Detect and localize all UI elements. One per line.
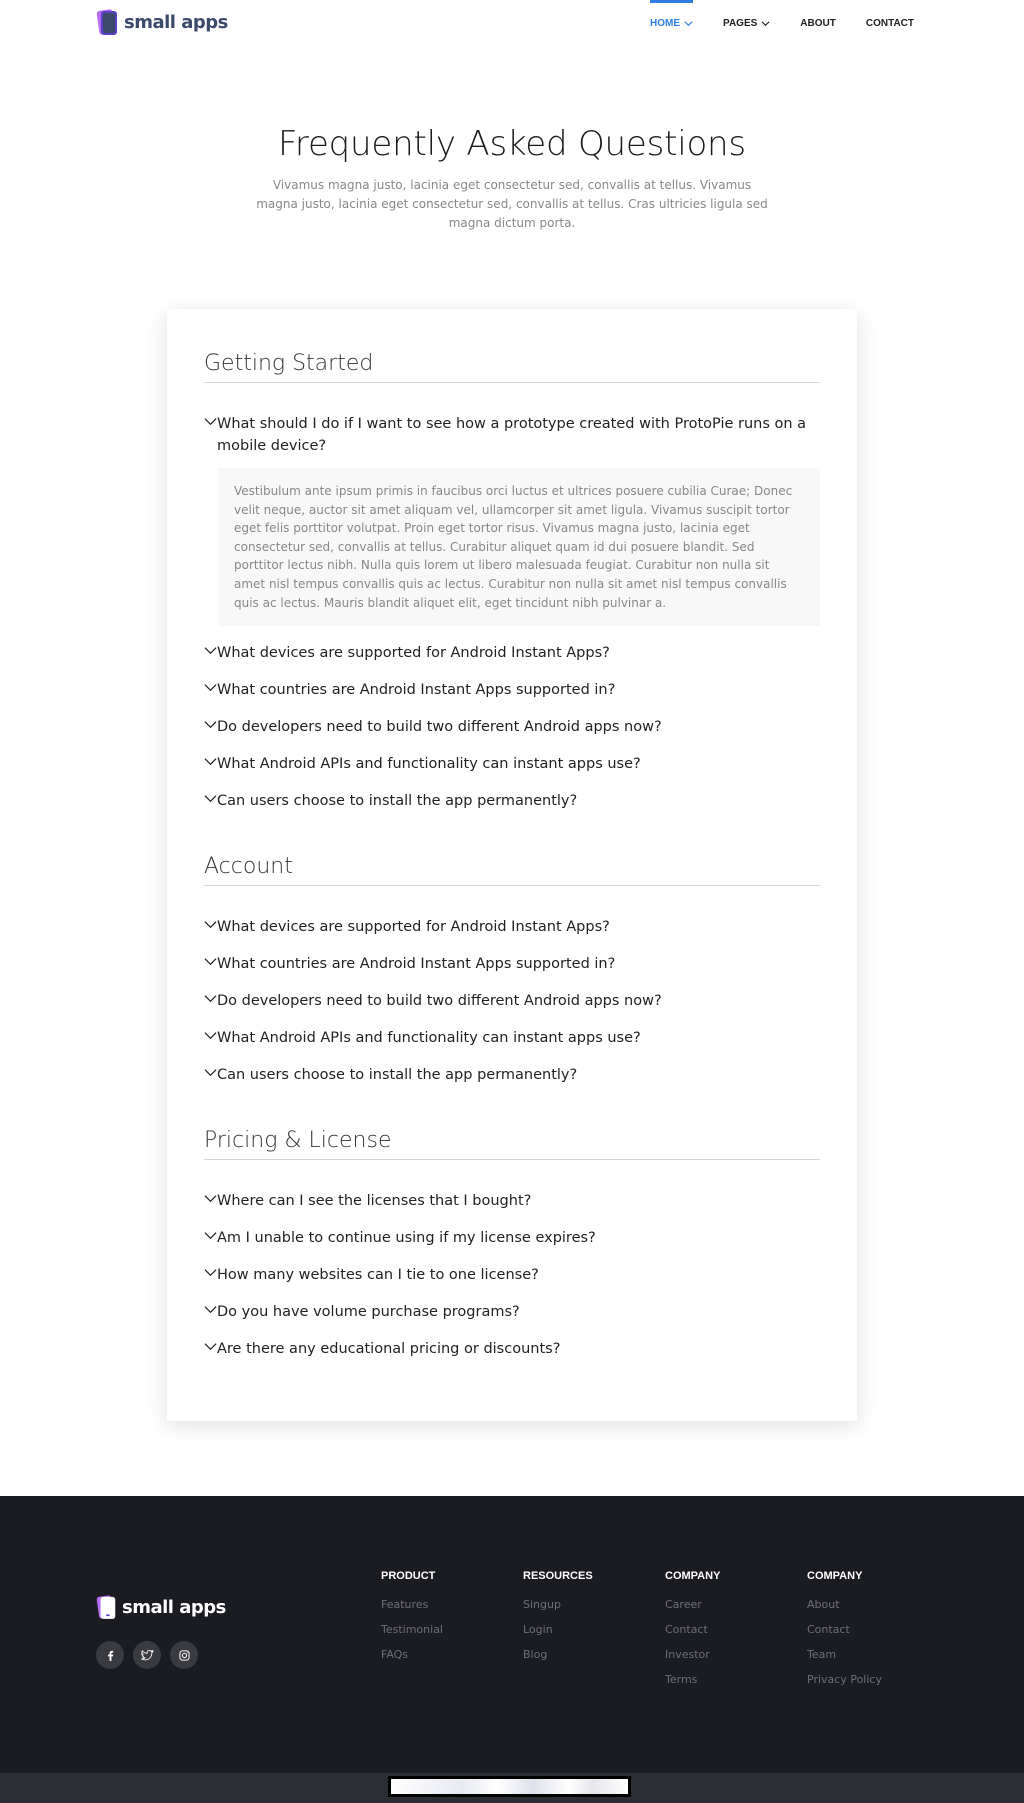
faq-answer: Vestibulum ante ipsum primis in faucibus orci luctus et ultrices posuere cubilia Curae; Donec velit neque, auctor sit amet aliquam vel, ullamcorper sit amet ligula. Vivamus suscipit tortor eget felis porttitor volutpat. Proin eget tortor risus. Vivamus magna justo, lacinia eget consectetur sed, convallis at tellus. Curabitur aliquet quam id dui posuere blandit. Sed porttitor lectus nibh. Nulla quis lorem ut libero malesuada feugiat. Curabitur non nulla sit amet nisl tempus convallis quis ac lectus. Curabitur non nulla sit amet nisl tempus convallis quis ac lectus. Mauris blandit aliquet elit, eget tincidunt nibh pulvinar a. — [218, 468, 820, 626]
chevron-down-icon — [204, 681, 217, 694]
nav-home-label: HOME — [650, 17, 681, 29]
faq-question-text: What countries are Android Instant Apps supported in? — [217, 956, 616, 973]
footer-link[interactable]: FAQs — [381, 1648, 409, 1662]
section-title: Pricing & License — [204, 1128, 820, 1160]
logo-icon — [96, 1594, 118, 1620]
logo[interactable] — [96, 8, 228, 36]
instagram-icon — [179, 1650, 190, 1661]
main-nav — [620, 0, 914, 46]
chevron-down-icon — [761, 19, 770, 28]
faq-question[interactable] — [204, 753, 820, 775]
footer-link[interactable]: Team — [807, 1648, 837, 1662]
logo-icon — [96, 8, 120, 36]
nav-pages[interactable] — [723, 0, 770, 46]
site-header — [0, 0, 1024, 46]
faq-question[interactable] — [204, 413, 820, 457]
faq-question[interactable] — [204, 1338, 820, 1360]
faq-question[interactable] — [204, 1190, 820, 1212]
faq-question-text: What should I do if I want to see how a prototype created with ProtoPie runs on a mobile device? — [217, 416, 807, 454]
facebook-icon — [105, 1650, 116, 1661]
nav-about-label: ABOUT — [800, 17, 836, 29]
chevron-down-icon — [204, 1303, 217, 1316]
faq-question[interactable] — [204, 1227, 820, 1249]
bottom-badge-image — [388, 1776, 631, 1797]
faq-question[interactable] — [204, 1064, 820, 1086]
chevron-down-icon — [684, 19, 693, 28]
faq-section-pricing-license — [204, 1128, 820, 1360]
chevron-down-icon — [204, 1192, 217, 1205]
faq-question-text: Are there any educational pricing or discounts? — [217, 1341, 561, 1358]
faq-question-text: Am I unable to continue using if my license expires? — [217, 1230, 596, 1247]
nav-contact[interactable] — [866, 0, 914, 46]
logo-text: small apps — [124, 11, 228, 33]
page-title: Frequently Asked Questions — [278, 124, 746, 164]
footer-col-heading: RESOURCES — [523, 1570, 593, 1583]
faq-question-text: What countries are Android Instant Apps supported in? — [217, 682, 616, 699]
section-title: Account — [204, 854, 820, 886]
faq-section-getting-started — [204, 351, 820, 812]
footer-col-resources — [523, 1570, 665, 1698]
facebook-link[interactable] — [96, 1641, 124, 1669]
faq-question[interactable] — [204, 642, 820, 664]
footer-link[interactable]: About — [807, 1598, 840, 1612]
chevron-down-icon — [204, 718, 217, 731]
footer-col-company-2 — [807, 1570, 949, 1698]
twitter-icon — [141, 1650, 154, 1661]
faq-question-text: What devices are supported for Android Instant Apps? — [217, 919, 610, 936]
nav-about[interactable] — [800, 0, 836, 46]
section-title: Getting Started — [204, 351, 820, 383]
chevron-down-icon — [204, 792, 217, 805]
footer-link[interactable]: Testimonial — [381, 1623, 443, 1637]
faq-question[interactable] — [204, 790, 820, 812]
footer-link[interactable]: Career — [665, 1598, 702, 1612]
twitter-link[interactable] — [133, 1641, 161, 1669]
faq-question-text: Can users choose to install the app permanently? — [217, 793, 578, 810]
footer-link[interactable]: Investor — [665, 1648, 710, 1662]
page-subtitle: Vivamus magna justo, lacinia eget consectetur sed, convallis at tellus. Vivamus magna justo, lacinia eget consectetur sed, convallis at tellus. Cras ultricies ligula sed magna dictum porta. — [256, 178, 768, 230]
chevron-down-icon — [204, 1229, 217, 1242]
footer-link[interactable]: Contact — [807, 1623, 850, 1637]
faq-question-text: Do you have volume purchase programs? — [217, 1304, 520, 1321]
footer-logo-text: small apps — [122, 1596, 226, 1618]
faq-question[interactable] — [204, 716, 820, 738]
chevron-down-icon — [204, 1340, 217, 1353]
faq-question-text: Where can I see the licenses that I bought? — [217, 1193, 532, 1210]
nav-pages-label: PAGES — [723, 17, 758, 29]
footer-col-company — [665, 1570, 807, 1698]
faq-card — [167, 309, 857, 1421]
chevron-down-icon — [204, 918, 217, 931]
bottom-badge-fill — [391, 1779, 628, 1794]
faq-question[interactable] — [204, 953, 820, 975]
footer-col-heading: PRODUCT — [381, 1570, 436, 1583]
faq-question-text: What Android APIs and functionality can instant apps use? — [217, 1030, 641, 1047]
faq-question-text: Do developers need to build two different Android apps now? — [217, 719, 662, 736]
faq-question[interactable] — [204, 1301, 820, 1323]
footer-link[interactable]: Contact — [665, 1623, 708, 1637]
footer-link[interactable]: Terms — [665, 1673, 698, 1687]
chevron-down-icon — [204, 415, 217, 428]
chevron-down-icon — [204, 1066, 217, 1079]
faq-question-text: Can users choose to install the app permanently? — [217, 1067, 578, 1084]
faq-question-text: What Android APIs and functionality can instant apps use? — [217, 756, 641, 773]
footer-columns — [381, 1570, 949, 1698]
chevron-down-icon — [204, 755, 217, 768]
faq-question[interactable] — [204, 916, 820, 938]
chevron-down-icon — [204, 1266, 217, 1279]
faq-question[interactable] — [204, 1027, 820, 1049]
faq-question[interactable] — [204, 1264, 820, 1286]
faq-question-text: What devices are supported for Android Instant Apps? — [217, 645, 610, 662]
faq-question[interactable] — [204, 990, 820, 1012]
faq-section-account — [204, 854, 820, 1086]
faq-question-text: Do developers need to build two different Android apps now? — [217, 993, 662, 1010]
site-footer — [0, 1496, 1024, 1773]
social-links — [96, 1641, 198, 1669]
footer-col-product — [381, 1570, 523, 1698]
footer-link[interactable]: Features — [381, 1598, 429, 1612]
chevron-down-icon — [204, 644, 217, 657]
footer-link[interactable]: Privacy Policy — [807, 1673, 882, 1687]
footer-link[interactable]: Blog — [523, 1648, 548, 1662]
footer-col-heading: COMPANY — [807, 1570, 863, 1583]
instagram-link[interactable] — [170, 1641, 198, 1669]
faq-question-text: How many websites can I tie to one license? — [217, 1267, 539, 1284]
hero — [0, 46, 1024, 233]
footer-logo[interactable] — [96, 1594, 226, 1620]
footer-link[interactable]: Login — [523, 1623, 553, 1637]
chevron-down-icon — [204, 992, 217, 1005]
nav-home[interactable] — [650, 0, 693, 46]
chevron-down-icon — [204, 1029, 217, 1042]
footer-col-heading: COMPANY — [665, 1570, 721, 1583]
footer-link[interactable]: Singup — [523, 1598, 561, 1612]
faq-question[interactable] — [204, 679, 820, 701]
nav-contact-label: CONTACT — [865, 17, 914, 29]
chevron-down-icon — [204, 955, 217, 968]
